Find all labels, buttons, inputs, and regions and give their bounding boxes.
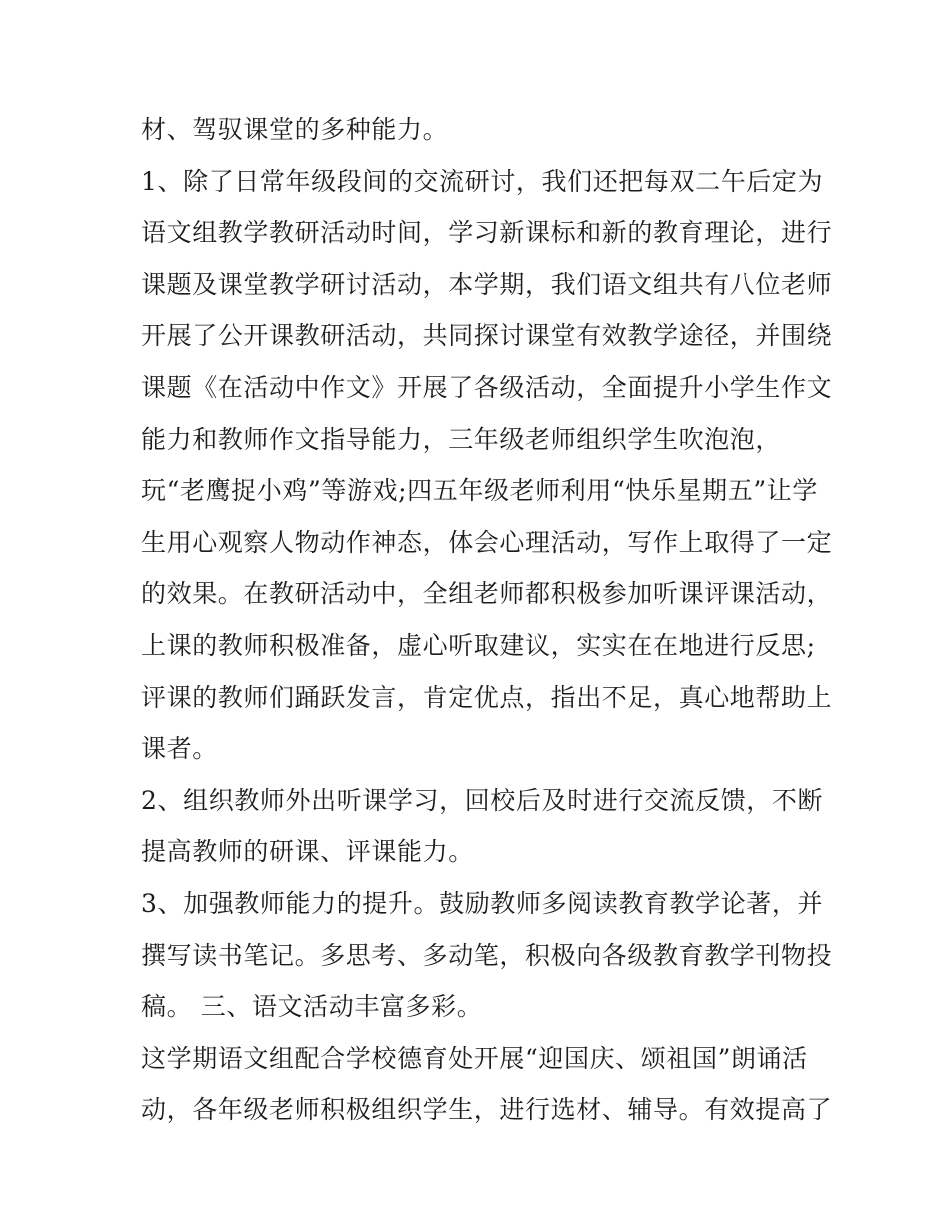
text-line: 稿。 三、语文活动丰富多彩。 [141,992,483,1022]
text-line: 上课的教师积极准备，虚心听取建议，实实在在地进行反思; [141,630,816,660]
text-line: 课者。 [141,734,218,764]
text-line: 课题及课堂教学研讨活动，本学期，我们语文组共有八位老师 [141,269,833,299]
text-line: 这学期语文组配合学校德育处开展“迎国庆、颂祖国”朗诵活 [141,1043,808,1073]
text-line: 能力和教师作文指导能力，三年级老师组织学生吹泡泡， [141,424,782,454]
text-line: 开展了公开课教研活动，共同探讨课堂有效教学途径，并围绕 [141,321,833,351]
text-line: 2、组织教师外出听课学习，回校后及时进行交流反馈，不断 [141,785,824,815]
text-line: 材、驾驭课堂的多种能力。 [141,115,449,144]
text-line: 生用心观察人物动作神态，体会心理活动，写作上取得了一定 [141,527,833,557]
text-line: 撰写读书笔记。多思考、多动笔，积极向各级教育教学刊物投 [141,940,833,970]
text-line: 1、除了日常年级段间的交流研讨，我们还把每双二午后定为 [141,166,824,196]
text-line: 玩“老鹰捉小鸡”等游戏;四五年级老师利用“快乐星期五”让学 [141,476,818,506]
text-line: 评课的教师们踊跃发言，肯定优点，指出不足，真心地帮助上 [141,682,833,712]
text-line: 语文组教学教研活动时间，学习新课标和新的教育理论，进行 [141,218,833,248]
text-line: 课题《在活动中作文》开展了各级活动，全面提升小学生作文 [141,372,833,402]
text-line: 动，各年级老师积极组织学生，进行选材、辅导。有效提高了 [141,1095,833,1125]
body-text [141,104,831,1136]
text-line: 3、加强教师能力的提升。鼓励教师多阅读教育教学论著，并 [141,888,824,918]
text-line: 提高教师的研课、评课能力。 [141,837,474,867]
text-line: 的效果。在教研活动中，全组老师都积极参加听课评课活动， [141,579,833,609]
